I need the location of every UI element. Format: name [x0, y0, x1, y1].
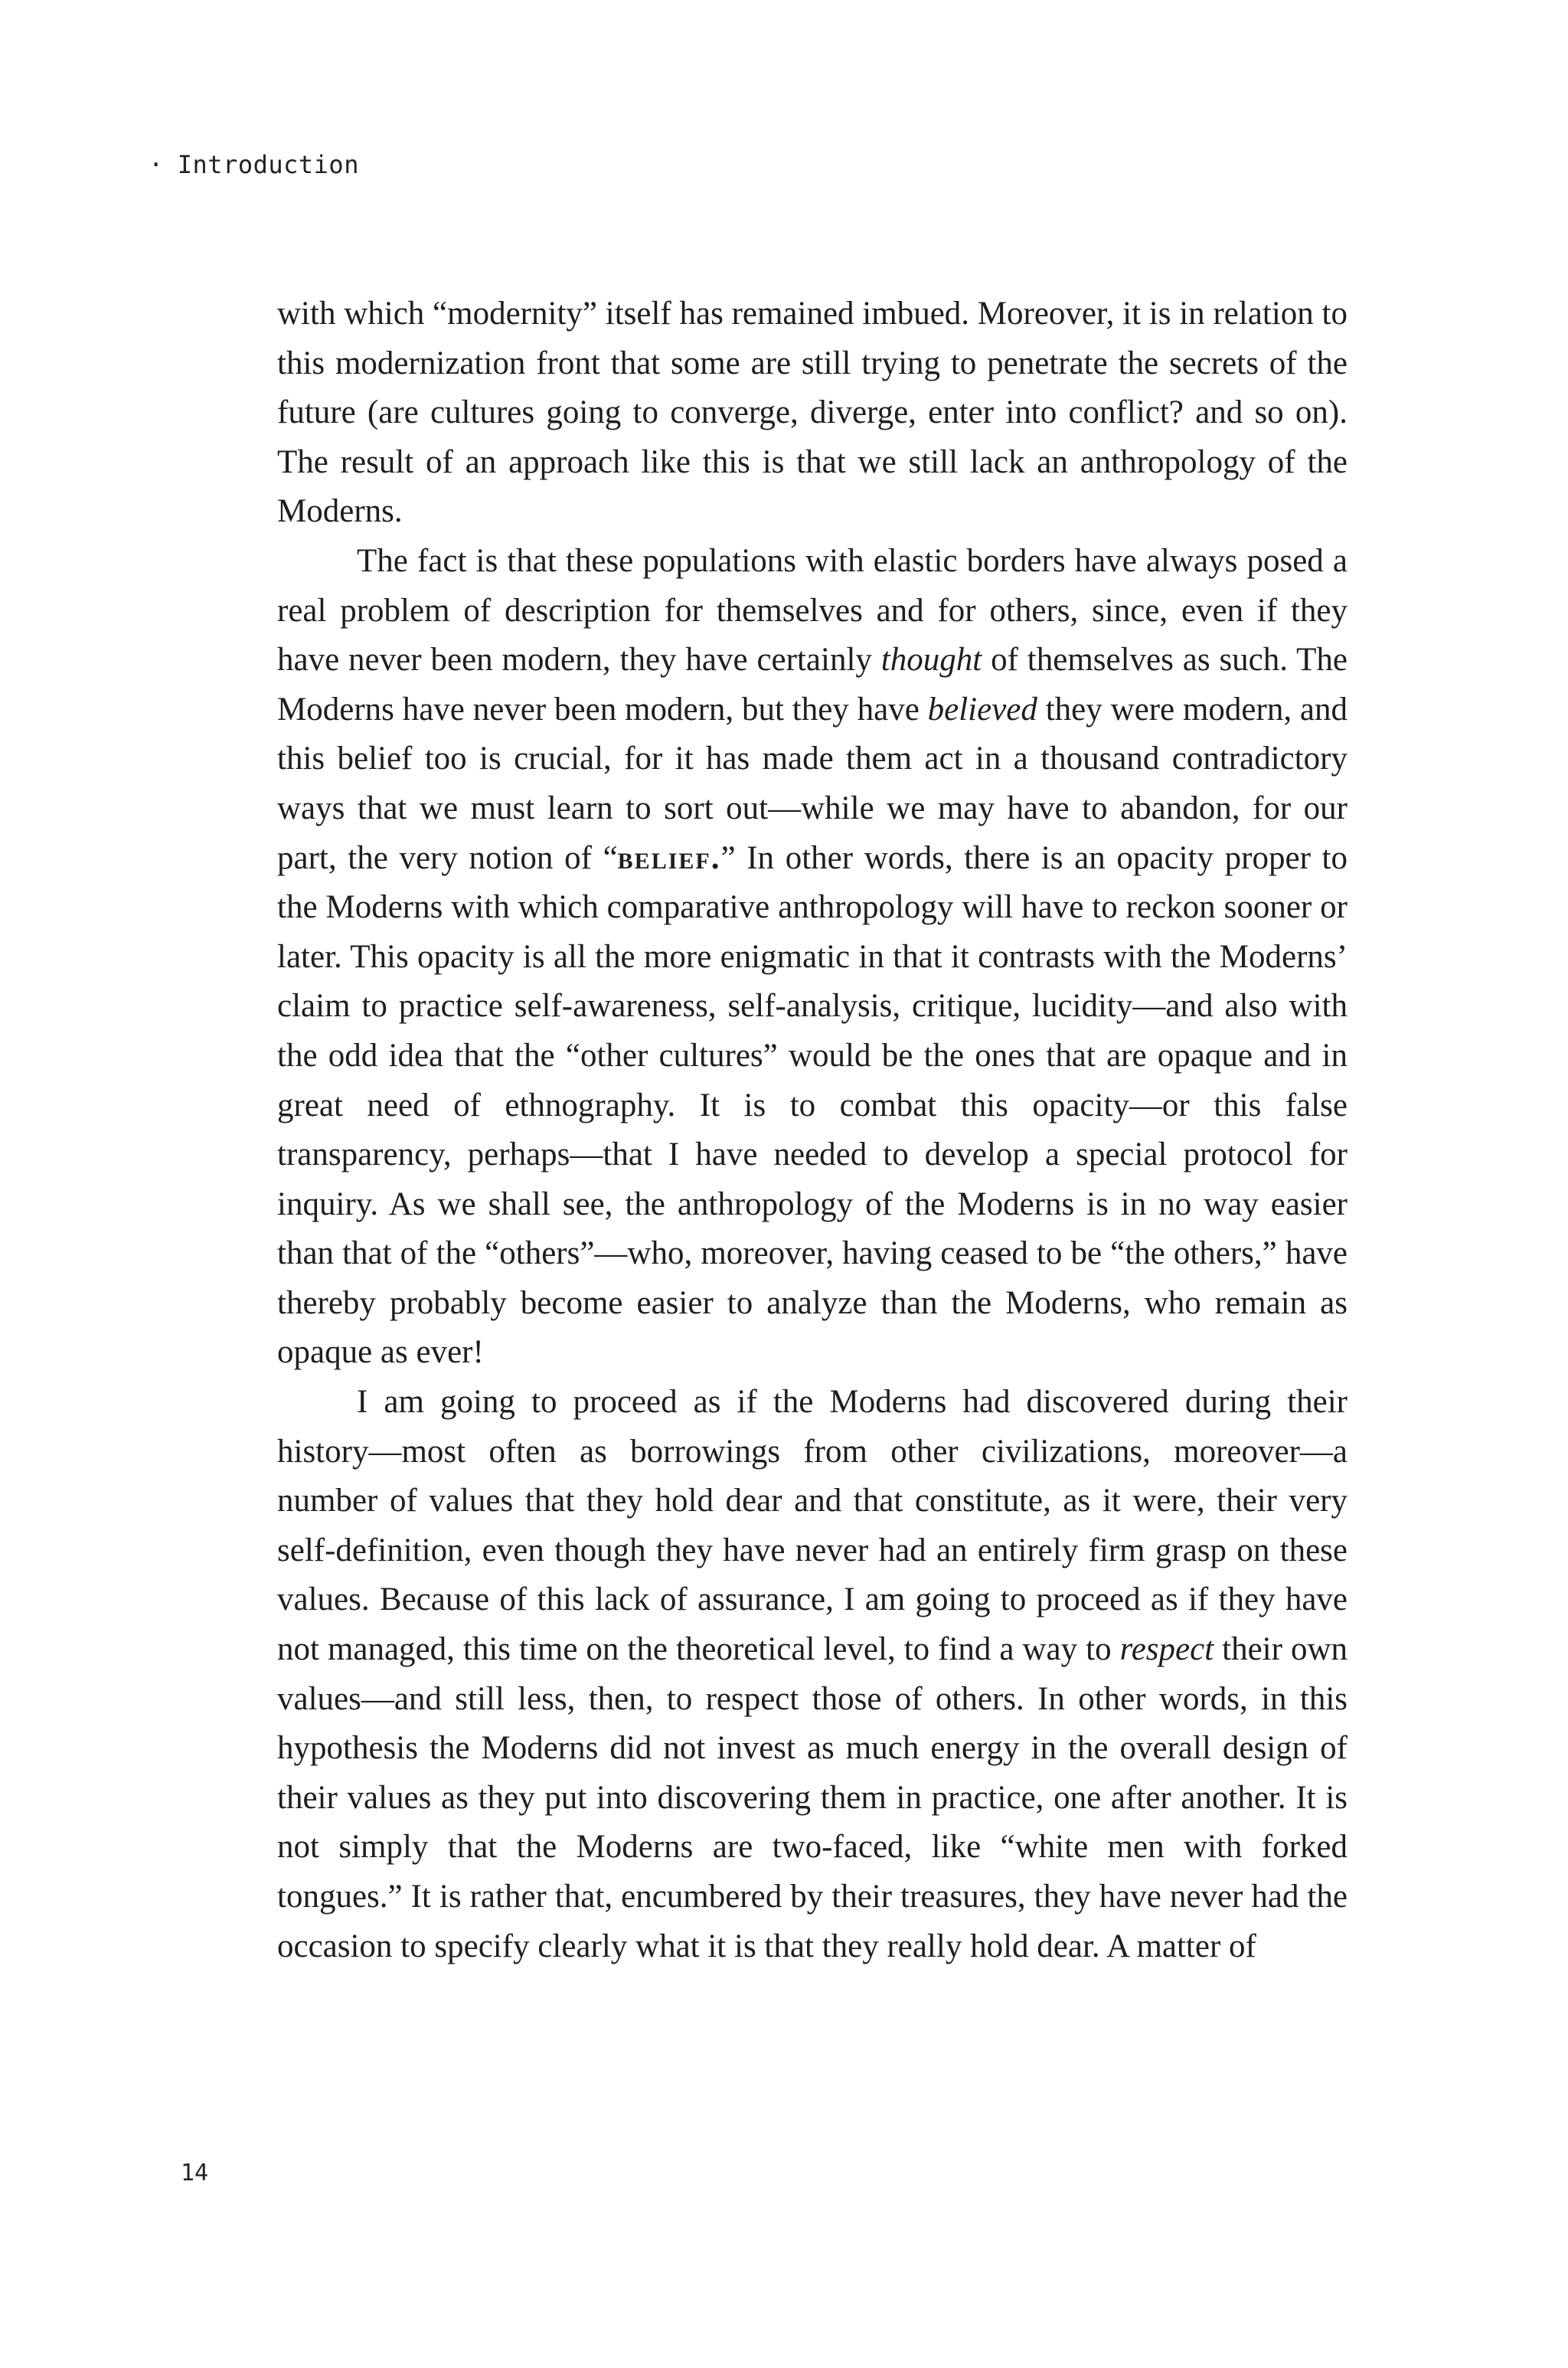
body-text [277, 289, 1348, 1971]
paragraph-1: with which “modernity” itself has remained imbued. Moreover, it is in relation to this modernization front that some are still trying to penetrate the secrets of the future (are cultures going to converge, diverge, enter into conflict? and so on). The result of an approach like this is that we still lack an anthropology of the Moderns. [277, 296, 1348, 530]
paragraph-3-emphasis-respect: respect [1119, 1631, 1214, 1668]
paragraph-2-text-3: they were modern, and this belief too is crucial, for it has made them act in a thousand contradictory ways that we must learn to sort out—while we may have to abandon, for our part, the very notion of “ [277, 691, 1348, 876]
paragraph-2 [277, 537, 1348, 1378]
paragraph-2-text-2: of themselves as such. The Moderns have never been modern, but they have [277, 642, 1348, 728]
paragraph-2-text-4: ” In other words, there is an opacity proper to the Moderns with which comparative anthropology will have to reckon sooner or later. This opacity is all the more enigmatic in that it contrasts with the Moderns’ claim to practice self-awareness, self-analysis, critique, lucidity—and also with the odd idea that the “other cultures” would be the ones that are opaque and in great need of ethnography. It is to combat this opacity—or this false transparency, perhaps—that I have needed to develop a special protocol for inquiry. As we shall see, the anthropology of the Moderns is in no way easier than that of the “others”—who, moreover, having ceased to be “the others,” have thereby probably become easier to analyze than the Moderns, who remain as opaque as ever! [277, 839, 1348, 1371]
paragraph-3-text-1: I am going to proceed as if the Moderns had discovered during their history—most often as borrowings from other civilizations, moreover—a number of values that they hold dear and that constitute, as it were, their very self-definition, even though they have never had an entirely firm grasp on these values. Because of this lack of assurance, I am going to proceed as if they have not managed, this time on the theoretical level, to find a way to [277, 1384, 1348, 1668]
glossary-term-belief: belief. [617, 839, 721, 876]
paragraph-2-emphasis-believed: believed [927, 691, 1037, 728]
running-head-title: Introduction [177, 150, 359, 179]
paragraph-3-text-2: their own values—and still less, then, to respect those of others. In other words, in this hypothesis the Moderns did not invest as much energy in the overall design of their values as they put into discovering them in practice, one after another. It is not simply that the Moderns are two-faced, like “white men with forked tongues.” It is rather that, encumbered by their treasures, they have never had the occasion to specify clearly what it is that they really hold dear. A matter of [277, 1631, 1348, 1964]
running-head [149, 150, 359, 179]
paragraph-3 [277, 1378, 1348, 1971]
paragraph-2-emphasis-thought: thought [880, 642, 982, 679]
running-head-bullet: · [149, 150, 164, 179]
paragraph-2-text-1: The fact is that these populations with elastic borders have always posed a real problem of description for themselves and for others, since, even if they have never been modern, they have certainly [277, 542, 1348, 679]
page-number: 14 [181, 2160, 209, 2186]
